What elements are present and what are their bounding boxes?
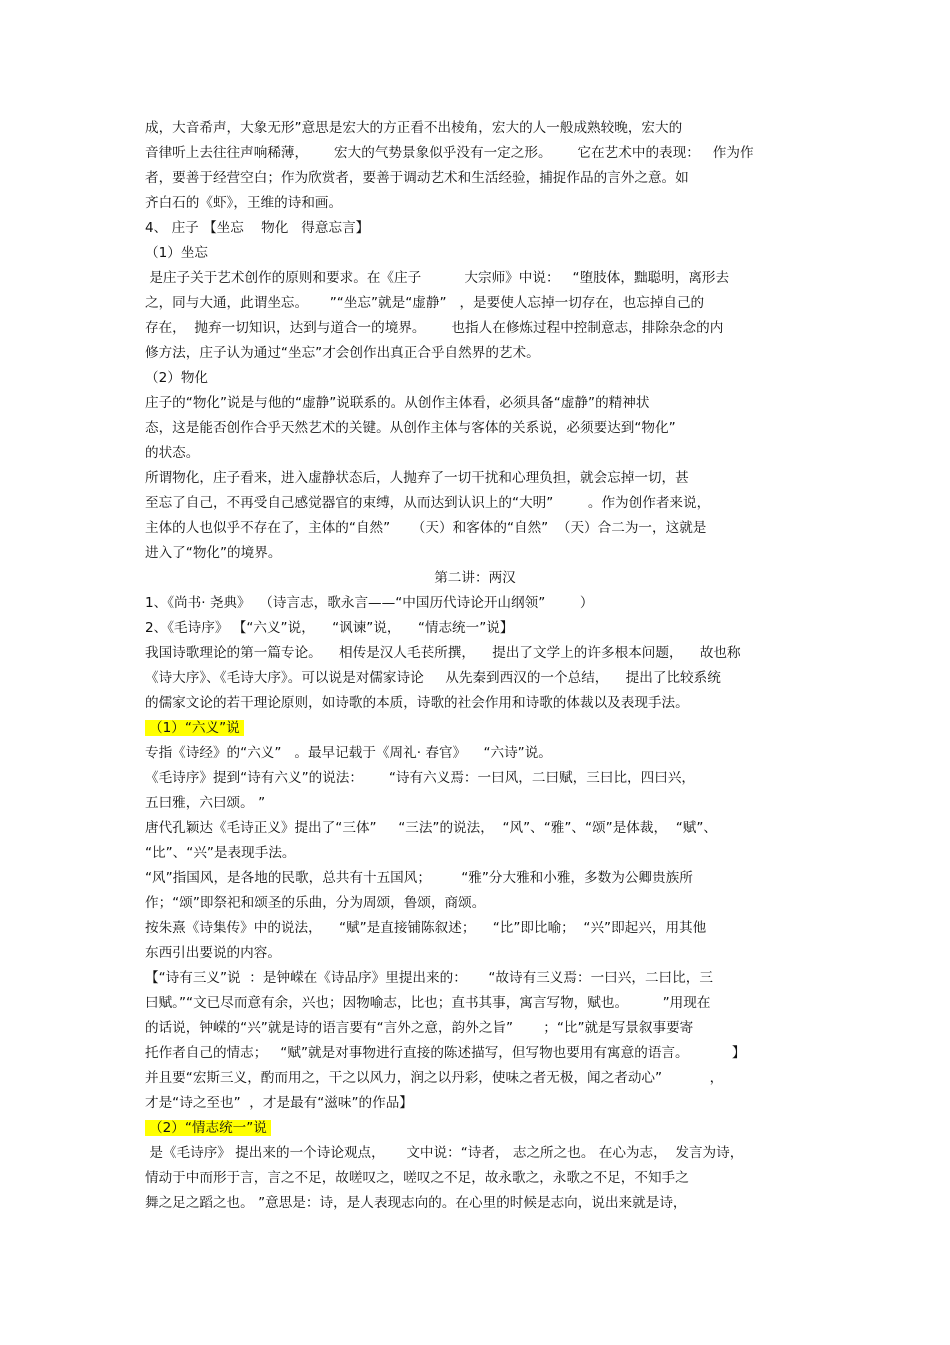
text-line: 是《毛诗序》 提出来的一个诗论观点， 文中说：“诗者， 志之所之也。 在心为志， 发言为诗， — [145, 1145, 744, 1161]
highlighted-heading: （1）“六义”说 — [145, 720, 244, 736]
text-line: 的话说，钟嵘的“兴”就是诗的语言要有“言外之意，韵外之旨” ；“比”就是写景叙事要寄 — [145, 1020, 694, 1036]
highlighted-heading: （2）“情志统一”说 — [145, 1120, 271, 1136]
text-line: 态，这是能否创作合乎天然艺术的关键。从创作主体与客体的关系说，必须要达到“物化” — [145, 420, 676, 436]
text-line: “风”指国风，是各地的民歌，总共有十五国风； “雅”分大雅和小雅，多数为公卿贵族所 — [145, 870, 693, 886]
text-line: 者，要善于经营空白；作为欣赏者，要善于调动艺术和生活经验，捕捉作品的言外之意。如 — [145, 170, 689, 186]
subsection-heading — [145, 718, 244, 738]
text-line: 的儒家文论的若干理论原则，如诗歌的本质，诗歌的社会作用和诗歌的体裁以及表现手法。 — [145, 695, 689, 711]
text-line: 至忘了自己，不再受自己感觉器官的束缚，从而达到认识上的“大明” 。作为创作者来说， — [145, 495, 711, 511]
text-line: 1、《尚书· 尧典》 （诗言志，歌永言——“中国历代诗论开山纲领” ） — [145, 595, 594, 611]
text-line: 齐白石的《虾》，王维的诗和画。 — [145, 195, 343, 211]
text-line: 之，同与大通，此谓坐忘。 ”“坐忘”就是“虚静” ，是要使人忘掉一切存在，也忘掉自己的 — [145, 295, 705, 311]
text-line: 舞之足之蹈之也。 ”意思是：诗，是人表现志向的。在心里的时候是志向，说出来就是诗， — [145, 1195, 687, 1211]
text-line: 的状态。 — [145, 445, 200, 461]
text-line: 我国诗歌理论的第一篇专论。 相传是汉人毛苌所撰， 提出了文学上的许多根本问题， 故也称 — [145, 645, 741, 661]
lecture-title: 第二讲：两汉 — [434, 570, 516, 586]
text-line: 作；“颂”即祭祀和颂圣的乐曲，分为周颂，鲁颂，商颂。 — [145, 895, 486, 911]
text-line: 才是“诗之至也” ，才是最有“滋味”的作品】 — [145, 1095, 413, 1111]
text-line: 五曰雅，六曰颂。 ” — [145, 795, 266, 811]
text-line: 专指《诗经》的“六义” 。最早记载于《周礼· 春官》 “六诗”说。 — [145, 745, 552, 761]
text-line: 主体的人也似乎不存在了，主体的“自然” （天）和客体的“自然” （天）合二为一，这就是 — [145, 520, 707, 536]
text-line: 庄子的“物化”说是与他的“虚静”说联系的。从创作主体看，必须具备“虚静”的精神状 — [145, 395, 650, 411]
text-line: 《毛诗序》提到“诗有六义”的说法： “诗有六义焉：一曰风，二曰赋，三曰比，四曰兴， — [145, 770, 696, 786]
text-line: 音律听上去往往声响稀薄， 宏大的气势景象似乎没有一定之形。 它在艺术中的表现： 作为作 — [145, 145, 754, 161]
section-heading: 2、《毛诗序》 【“六义”说， “讽谏”说， “情志统一”说】 — [145, 620, 514, 636]
text-line: 修方法，庄子认为通过“坐忘”才会创作出真正合乎自然界的艺术。 — [145, 345, 540, 361]
text-line: 按朱熹《诗集传》中的说法， “赋”是直接铺陈叙述； “比”即比喻； “兴”即起兴，用其他 — [145, 920, 707, 936]
text-line: 成，大音希声，大象无形”意思是宏大的方正看不出棱角，宏大的人一般成熟较晚，宏大的 — [145, 120, 683, 136]
section-heading: 4、 庄子 【坐忘 物化 得意忘言】 — [145, 220, 370, 236]
subsection-heading: （1）坐忘 — [145, 245, 209, 261]
text-line: 托作者自己的情志； “赋”就是对事物进行直接的陈述描写，但写物也要用有寓意的语言。 】 — [145, 1045, 746, 1061]
text-line: 情动于中而形于言，言之不足，故嗟叹之，嗟叹之不足，故永歌之，永歌之不足，不知手之 — [145, 1170, 689, 1186]
text-line: 东西引出要说的内容。 — [145, 945, 281, 961]
text-line: 并且要“宏斯三义，酌而用之，干之以风力，润之以丹彩，使味之者无极，闻之者动心” ， — [145, 1070, 724, 1086]
text-line: 唐代孔颖达《毛诗正义》提出了“三体” “三法”的说法， “风”、“雅”、“颂”是体裁， “赋”、 — [145, 820, 717, 836]
text-line: 是庄子关于艺术创作的原则和要求。在《庄子 大宗师》中说： “堕肢体，黜聪明，离形去 — [145, 270, 730, 286]
text-line: 进入了“物化”的境界。 — [145, 545, 282, 561]
text-line: 曰赋。”“文已尽而意有余，兴也；因物喻志，比也；直书其事，寓言写物，赋也。 ”用现在 — [145, 995, 711, 1011]
text-line: 所谓物化，庄子看来，进入虚静状态后，人抛弃了一切干扰和心理负担，就会忘掉一切，甚 — [145, 470, 689, 486]
subsection-heading — [145, 1118, 271, 1138]
text-line: 【“诗有三义”说 ：是钟嵘在《诗品序》里提出来的： “故诗有三义焉：一曰兴，二曰比，三 — [145, 970, 713, 986]
text-line: “比”、“兴”是表现手法。 — [145, 845, 296, 861]
text-line: 《诗大序》、《毛诗大序》。可以说是对儒家诗论 从先秦到西汉的一个总结， 提出了比较系统 — [145, 670, 721, 686]
subsection-heading: （2）物化 — [145, 370, 209, 386]
text-line: 存在， 抛弃一切知识，达到与道合一的境界。 也指人在修炼过程中控制意志，排除杂念的内 — [145, 320, 724, 336]
